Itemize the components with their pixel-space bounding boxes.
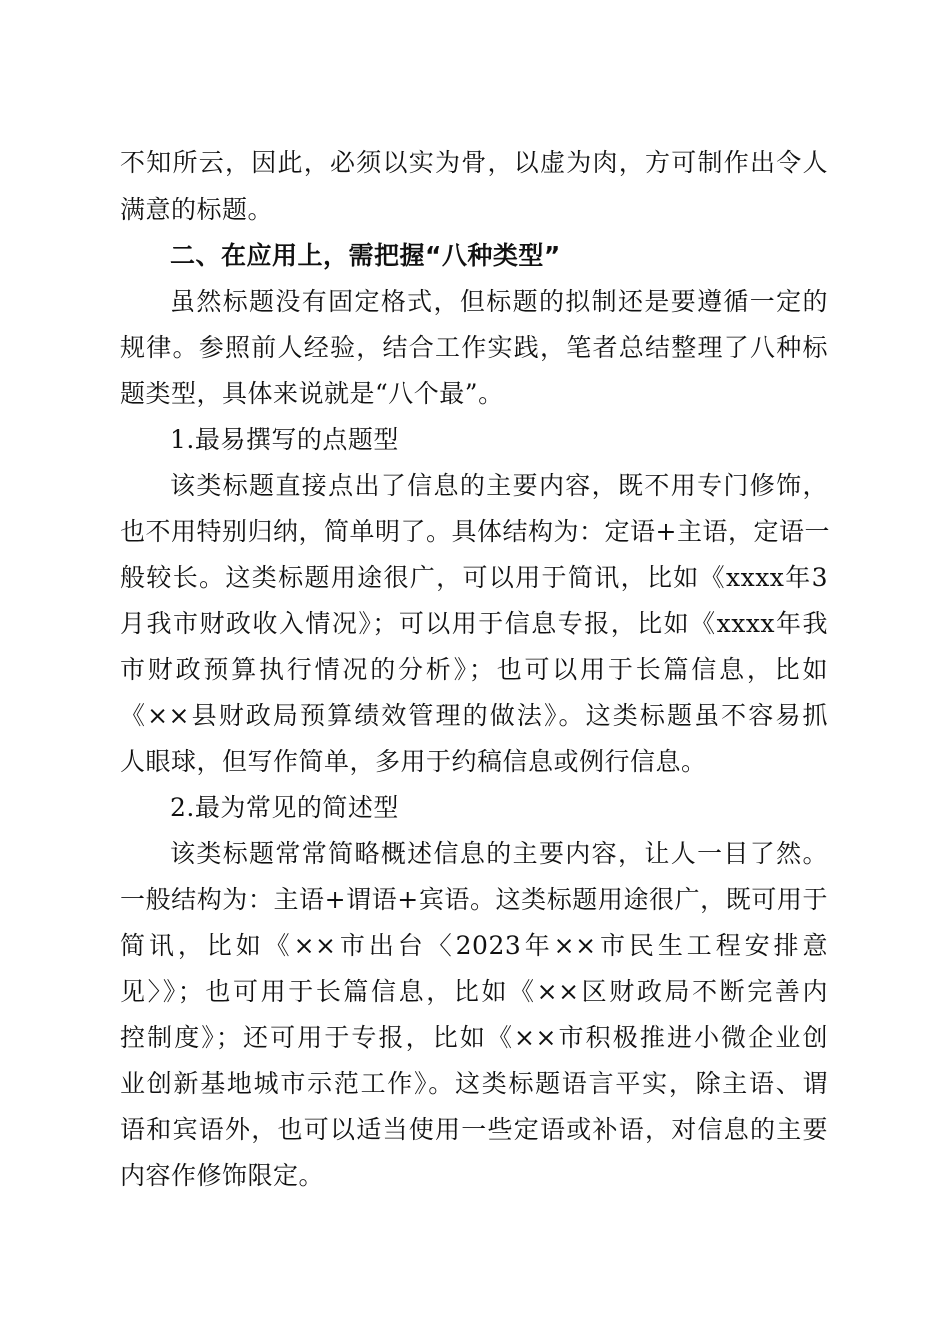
body-text-line: 也不用特别归纳，简单明了。具体结构为：定语+主语，定语一: [120, 517, 830, 546]
body-text-line: 控制度》；还可用于专报，比如《××市积极推进小微企业创: [120, 1023, 828, 1052]
body-text-line: 市财政预算执行情况的分析》；也可以用于长篇信息，比如: [120, 655, 828, 684]
body-text-line: 该类标题常常简略概述信息的主要内容，让人一目了然。: [170, 839, 828, 868]
subsection-heading: 2.最为常见的简述型: [170, 793, 399, 822]
body-text-line: 月我市财政收入情况》；可以用于信息专报，比如《xxxx年我: [120, 609, 828, 638]
body-text-line: 虽然标题没有固定格式，但标题的拟制还是要遵循一定的: [170, 287, 828, 316]
body-text-line: 语和宾语外，也可以适当使用一些定语或补语，对信息的主要: [120, 1115, 828, 1144]
body-text-line: 见〉》；也可用于长篇信息，比如《××区财政局不断完善内: [120, 977, 828, 1006]
body-text-line: 该类标题直接点出了信息的主要内容，既不用专门修饰，: [170, 471, 828, 500]
body-text-line: 规律。参照前人经验，结合工作实践，笔者总结整理了八种标: [120, 333, 828, 362]
body-text-line: 《××县财政局预算绩效管理的做法》。这类标题虽不容易抓: [120, 701, 828, 730]
body-text-line: 人眼球，但写作简单，多用于约稿信息或例行信息。: [120, 747, 707, 776]
body-text-line: 满意的标题。: [120, 195, 274, 224]
body-text-line: 内容作修饰限定。: [120, 1161, 325, 1190]
body-text-line: 不知所云，因此，必须以实为骨，以虚为肉，方可制作出令人: [120, 148, 828, 177]
body-text-line: 般较长。这类标题用途很广，可以用于简讯，比如《xxxx年3: [120, 563, 828, 592]
body-text-line: 一般结构为：主语+谓语+宾语。这类标题用途很广，既可用于: [120, 885, 828, 914]
body-text-line: 简讯，比如《××市出台〈2023年××市民生工程安排意: [120, 931, 828, 960]
body-text-line: 题类型，具体来说就是“八个最”。: [120, 379, 504, 408]
section-heading: 二、在应用上，需把握“八种类型”: [170, 241, 561, 270]
body-text-line: 业创新基地城市示范工作》。这类标题语言平实，除主语、谓: [120, 1069, 828, 1098]
subsection-heading: 1.最易撰写的点题型: [170, 425, 399, 454]
